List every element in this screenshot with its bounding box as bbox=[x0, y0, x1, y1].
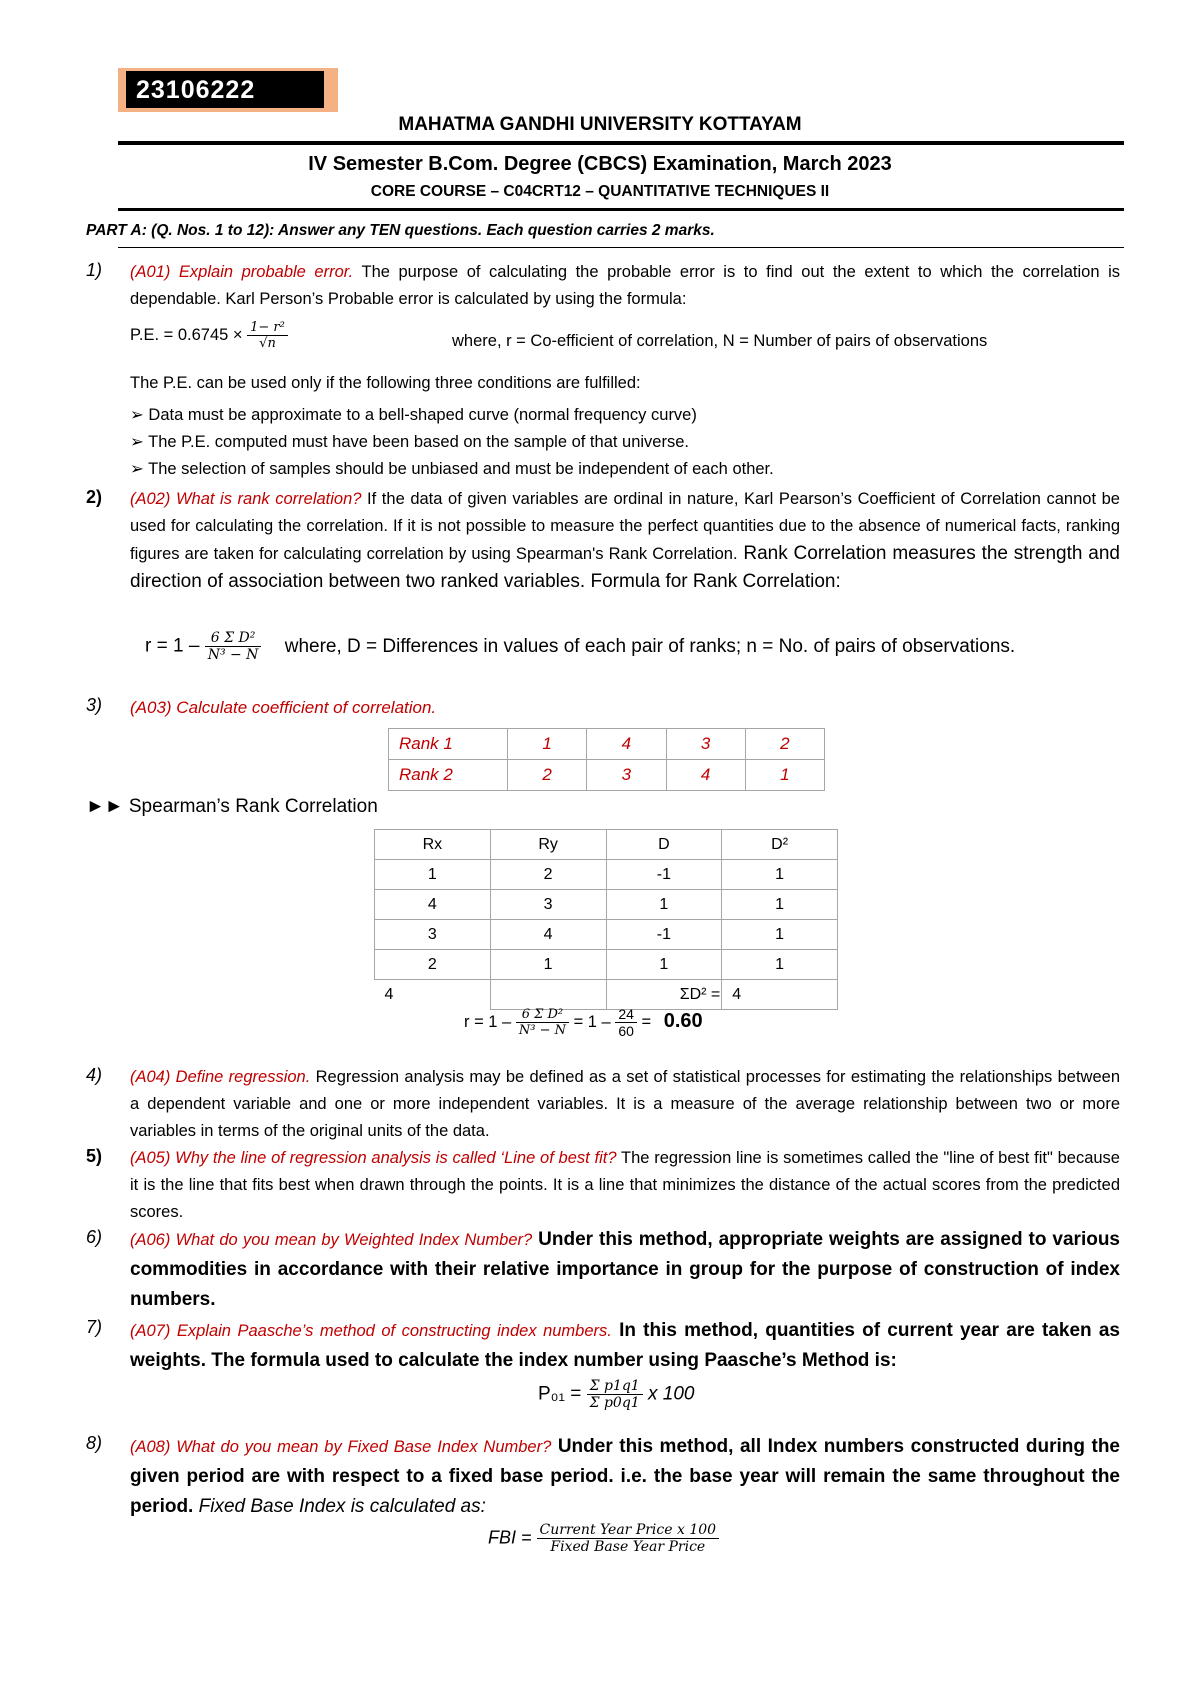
table-row: 3 4 -1 1 bbox=[375, 920, 838, 950]
table-header-row: Rx Ry D D² bbox=[375, 830, 838, 860]
section-heading: ►► Spearman’s Rank Correlation bbox=[86, 796, 378, 817]
question-number: 5) bbox=[86, 1146, 103, 1166]
roll-number-badge bbox=[118, 68, 338, 112]
question-text: (A04) Define regression. bbox=[130, 1068, 311, 1086]
table-footer-row bbox=[375, 980, 838, 1010]
paasche-formula: P₀₁ = $\frac{\text{Σ p1q1}}{\text{Σ p0q1}}$ x 100 bbox=[538, 1378, 695, 1411]
question-number: 2) bbox=[86, 487, 103, 507]
sum-label: ΣD² = bbox=[606, 980, 722, 1010]
question-number: 4) bbox=[86, 1065, 103, 1085]
question-text: (A02) What is rank correlation? bbox=[130, 490, 362, 508]
question-text: (A08) What do you mean by Fixed Base Index Number? bbox=[130, 1438, 552, 1456]
question-text: (A06) What do you mean by Weighted Index Number? bbox=[130, 1231, 533, 1249]
table-row: 2 1 1 1 bbox=[375, 950, 838, 980]
university-name: MAHATMA GANDHI UNIVERSITY KOTTAYAM bbox=[398, 114, 802, 135]
divider bbox=[118, 247, 1124, 248]
answer-text: (A05) Why the line of regression analysis is called ‘Line of best fit? The regression line is sometimes called the "line of best fit" because it is the line that fits best when drawn through the points. It is a line that minimizes the distance of the actual scores from the predicted scores. bbox=[130, 1149, 1120, 1221]
list-item: ➢ The selection of samples should be unbiased and must be independent of each other. bbox=[130, 460, 774, 478]
arrow-bullet-icon: ➢ bbox=[130, 460, 144, 478]
answer-text: (A08) What do you mean by Fixed Base Index Number? Under this method, all Index numbers constructed during the given period are with respect to a fixed base period. i.e. the base year will remain the same throughout the period. Fixed Base Index is calculated as: bbox=[130, 1436, 1120, 1517]
correlation-result: 0.60 bbox=[663, 1009, 703, 1032]
conditions-intro: The P.E. can be used only if the following three conditions are fulfilled: bbox=[130, 374, 641, 392]
answer-text: (A06) What do you mean by Weighted Index Number? Under this method, appropriate weights are assigned to various commodities in accordance with their relative importance in group for the purpose of construction of index numbers. bbox=[130, 1229, 1121, 1310]
pair-count: 4 bbox=[375, 980, 491, 1010]
arrow-bullet-icon: ➢ bbox=[130, 406, 144, 424]
table-row: Rank 1 1 4 3 2 bbox=[389, 729, 825, 760]
table-row: Rank 2 2 3 4 1 bbox=[389, 760, 825, 791]
rank-table bbox=[388, 728, 825, 791]
list-item: ➢ The P.E. computed must have been based on the sample of that universe. bbox=[130, 433, 689, 451]
spearman-table bbox=[374, 829, 838, 1010]
probable-error-formula: P.E. = 0.6745 × $\frac{\text{1− r²}}{√n}$ bbox=[130, 320, 288, 351]
exam-title: IV Semester B.Com. Degree (CBCS) Examination, March 2023 bbox=[308, 153, 892, 175]
question-number: 8) bbox=[86, 1433, 103, 1453]
arrow-bullet-icon: ➢ bbox=[130, 433, 144, 451]
list-item: ➢ Data must be approximate to a bell-shaped curve (normal frequency curve) bbox=[130, 406, 697, 424]
question-text: (A07) Explain Paasche’s method of constructing index numbers. bbox=[130, 1322, 612, 1340]
question-text: (A01) Explain probable error. bbox=[130, 263, 354, 281]
question-number: 3) bbox=[86, 695, 103, 715]
question-text: (A03) Calculate coefficient of correlation. bbox=[130, 698, 437, 717]
table-row: 4 3 1 1 bbox=[375, 890, 838, 920]
part-a-instructions: PART A: (Q. Nos. 1 to 12): Answer any TEN questions. Each question carries 2 marks. bbox=[86, 222, 715, 239]
answer-text: (A01) Explain probable error. The purpose of calculating the probable error is to find out the extent to which the correlation is dependable. Karl Person’s Probable error is calculated by using the formula: bbox=[130, 263, 1120, 308]
question-number: 6) bbox=[86, 1227, 103, 1247]
question-number: 1) bbox=[86, 260, 103, 280]
fixed-base-index-formula: FBI = $\frac{\text{Current Year Price x 100}}{\text{Fixed Base Year Price}}$ bbox=[488, 1522, 719, 1555]
question-text: (A05) Why the line of regression analysis is called ‘Line of best fit? bbox=[130, 1149, 617, 1167]
question-number: 7) bbox=[86, 1317, 103, 1337]
answer-text: (A02) What is rank correlation? If the data of given variables are ordinal in nature, Karl Pearson’s Coefficient of Correlation cannot be used for calculating the correlation. If it is not possible to measure the perfect quantities due to the absence of numerical facts, ranking figures are taken for calculating correlation by using Spearman's Rank Correlation. Rank Correlation measures the strength and direction of association between two ranked variables. Formula for Rank Correlation: bbox=[130, 490, 1120, 592]
roll-number: 23106222 bbox=[126, 71, 324, 108]
table-row: 1 2 -1 1 bbox=[375, 860, 838, 890]
divider bbox=[118, 141, 1124, 145]
sum-value: 4 bbox=[722, 980, 838, 1010]
rank-correlation-calculation: r = 1 – $\frac{\text{6 Σ D²}}{\text{N³ − N}}$ = 1 – $\frac{24}{60}$ = 0.60 bbox=[464, 1006, 703, 1039]
answer-text: (A04) Define regression. Regression analysis may be defined as a set of statistical processes for estimating the relationships between a dependent variable and one or more independent variables. It is a measure of the average relationship between two or more variables in terms of the original units of the data. bbox=[130, 1068, 1120, 1140]
formula-legend: where, r = Co-efficient of correlation, N = Number of pairs of observations bbox=[452, 332, 988, 350]
formula-legend: where, D = Differences in values of each pair of ranks; n = No. of pairs of observations. bbox=[284, 635, 1016, 657]
answer-text: (A07) Explain Paasche’s method of constructing index numbers. In this method, quantities of current year are taken as weights. The formula used to calculate the index number using Paasche’s Method is: bbox=[130, 1320, 1120, 1371]
rank-correlation-formula: r = 1 – $\frac{\text{6 Σ D²}}{\text{N³ − N}}$ where, D = Differences in values of each pair of ranks; n = No. of pairs of observations. bbox=[145, 630, 1016, 663]
course-title: CORE COURSE – C04CRT12 – QUANTITATIVE TECHNIQUES II bbox=[370, 183, 830, 200]
divider bbox=[118, 208, 1124, 211]
